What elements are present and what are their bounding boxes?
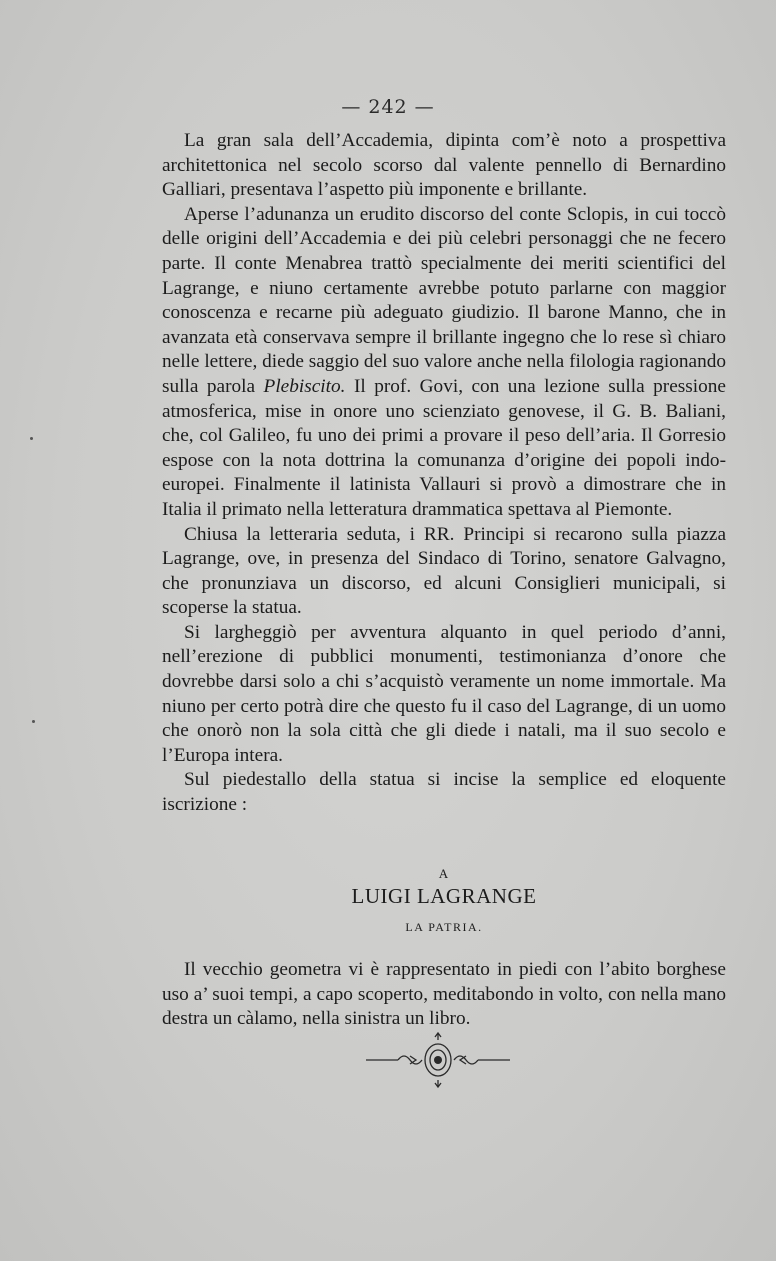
paper-speck bbox=[32, 720, 35, 723]
fleuron-ornament-icon bbox=[358, 1030, 518, 1090]
paragraph-2-start: Aperse l’adunanza un erudito discorso del conte Sclopis, in cui toccò delle origini dell’Accademia e dei più celebri personaggi che ne fecero parte. Il conte Menabrea trattò specialmente dei meriti scientifici del Lagrange, e niuno certamente avrebbe potuto parlarne con maggior conoscenza e recarne più adeguato giudizio. Il barone Manno, che in avanzata età conservava sempre il brillante ingegno che lo rese sì chiaro nelle lettere, diede saggio del suo valore anche nella filologia ragionando sulla parola bbox=[162, 203, 726, 397]
closing-text bbox=[162, 958, 726, 1032]
paragraph-2 bbox=[162, 203, 726, 523]
paragraph-1: La gran sala dell’Accademia, dipinta com’è noto a prospettiva architettonica nel secolo scorso dal valente pennello di Bernardino Galliari, presentava l’aspetto più imponente e brillante. bbox=[162, 130, 726, 201]
paragraph-2-italic-word: Plebiscito. bbox=[263, 375, 346, 397]
paper-speck bbox=[30, 437, 33, 440]
inscription-patria: LA PATRIA. bbox=[405, 920, 483, 934]
inscription-name: LUIGI LAGRANGE bbox=[351, 884, 537, 908]
paragraph-5: Sul piedestallo della statua si incise la semplice ed eloquente iscrizione : bbox=[162, 769, 726, 816]
body-text bbox=[162, 129, 726, 818]
paragraph-closing: Il vecchio geometra vi è rappresentato in piedi con l’abito borghese uso a’ suoi tempi, a capo scoperto, meditabondo in volto, con nella mano destra un càlamo, nella sinistra un libro. bbox=[162, 959, 726, 1030]
paragraph-4: Si largheggiò per avventura alquanto in quel periodo d’anni, nell’erezione di pubblici monumenti, testimonianza d’onore che dovrebbe darsi solo a chi s’acquistò veramente un nome immortale. Ma niuno per certo potrà dire che questo fu il caso del Lagrange, di un uomo che onorò non la sola città che gli diede i natali, ma il suo secolo e l’Europa intera. bbox=[162, 621, 726, 766]
page-number: — 242 — bbox=[341, 96, 435, 118]
paragraph-2-end: Il prof. Govi, con una lezione sulla pressione atmosferica, mise in onore uno scienziato genovese, il G. B. Baliani, che, col Galileo, fu uno dei primi a provare il peso dell’aria. Il Gorresio espose con la nota dottrina la comunanza d’origine dei popoli indo-europei. Finalmente il latinista Vallauri si provò a dimostrare che in Italia il primato nella letteratura drammatica spettava al Piemonte. bbox=[162, 375, 726, 520]
inscription-line-a: A bbox=[438, 866, 450, 881]
paragraph-3: Chiusa la letteraria seduta, i RR. Principi si recarono sulla piazza Lagrange, ove, in presenza del Sindaco di Torino, senatore Galvagno, che pronunziava un discorso, ed alcuni Consiglieri municipali, si scoperse la statua. bbox=[162, 523, 726, 619]
